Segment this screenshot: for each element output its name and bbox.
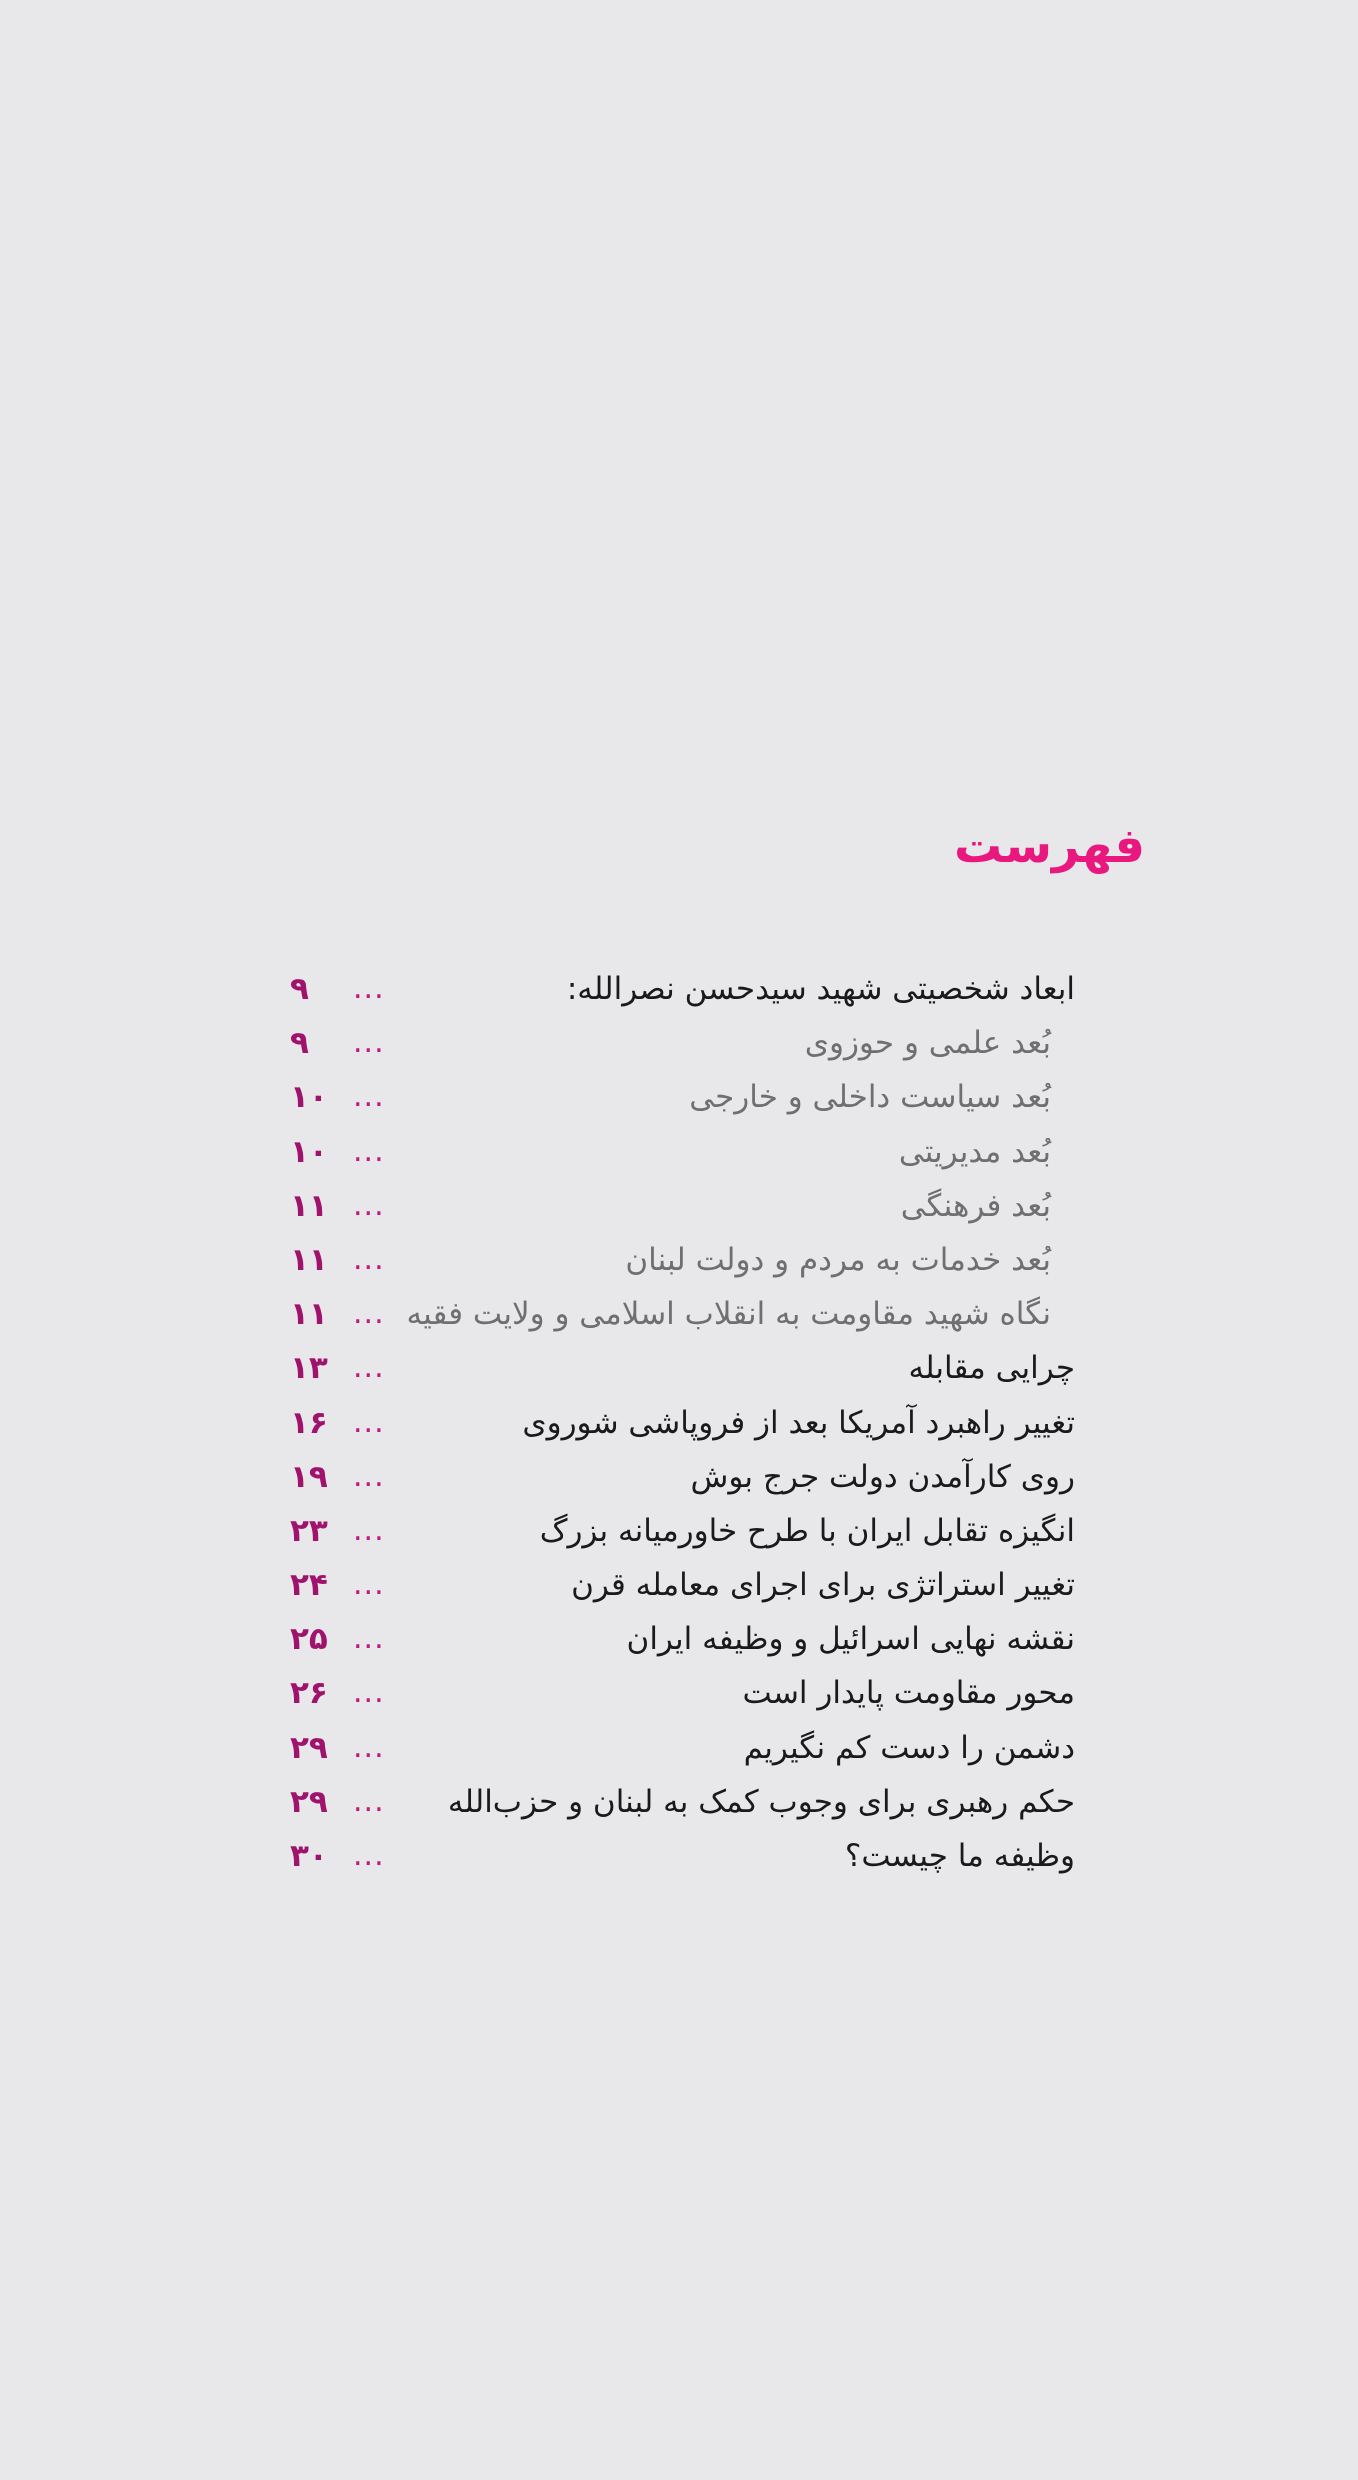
toc-subentry[interactable]: [290, 1125, 1075, 1179]
toc-subentry[interactable]: [290, 1233, 1075, 1287]
toc-entry-label: چرایی مقابله: [908, 1350, 1075, 1387]
toc-leader-dots: ...: [353, 1079, 385, 1115]
toc-page-number: ۱۰: [290, 1079, 328, 1116]
toc-leader-dots: ...: [353, 1404, 385, 1440]
toc-entry-label: روی کارآمدن دولت جرج بوش: [690, 1458, 1075, 1495]
toc-entry-label: تغییر راهبرد آمریکا بعد از فروپاشی شوروی: [522, 1404, 1075, 1441]
toc-entry[interactable]: [290, 1341, 1075, 1395]
toc-leader-dots: ...: [353, 1025, 385, 1061]
toc-page-number: ۳۰: [290, 1838, 328, 1874]
toc-leader-dots: ...: [353, 1350, 385, 1386]
toc-page-number: ۱۹: [290, 1458, 328, 1495]
toc-entry[interactable]: [290, 962, 1075, 1016]
toc-entry[interactable]: [290, 1396, 1075, 1450]
toc-leader-dots: ...: [353, 971, 385, 1006]
toc-entry-label: بُعد خدمات به مردم و دولت لبنان: [625, 1241, 1051, 1278]
toc-leader-dots: ...: [353, 1458, 385, 1494]
toc-leader-dots: ...: [353, 1783, 385, 1819]
toc-leader-dots: ...: [353, 1512, 385, 1548]
toc-entry[interactable]: [290, 1721, 1075, 1775]
toc-page-number: ۱۳: [290, 1350, 328, 1387]
toc-entry-label: وظیفه ما چیست؟: [844, 1838, 1075, 1874]
toc-page-number: ۹: [290, 1025, 309, 1062]
toc-leader-dots: ...: [353, 1729, 385, 1765]
page-title: فهرست: [954, 818, 1145, 874]
toc-leader-dots: ...: [353, 1621, 385, 1657]
toc-entry-label: محور مقاومت پایدار است: [742, 1675, 1075, 1712]
toc-page-number: ۲۶: [290, 1675, 328, 1712]
toc-subentry[interactable]: [290, 1287, 1075, 1341]
toc-entry-label: نقشه نهایی اسرائیل و وظیفه ایران: [626, 1621, 1075, 1658]
toc-list: [290, 962, 1075, 1883]
toc-entry-label: بُعد سیاست داخلی و خارجی: [689, 1079, 1051, 1116]
toc-page-number: ۹: [290, 971, 309, 1007]
toc-leader-dots: ...: [353, 1675, 385, 1711]
toc-leader-dots: ...: [353, 1838, 385, 1873]
toc-leader-dots: ...: [353, 1133, 385, 1169]
toc-leader-dots: ...: [353, 1296, 385, 1332]
toc-page-number: ۲۵: [290, 1621, 328, 1658]
toc-subentry[interactable]: [290, 1179, 1075, 1233]
toc-entry-label: بُعد مدیریتی: [898, 1133, 1051, 1170]
toc-page-number: ۲۹: [290, 1783, 328, 1820]
toc-leader-dots: ...: [353, 1187, 385, 1223]
toc-entry[interactable]: [290, 1612, 1075, 1666]
toc-entry-label: حکم رهبری برای وجوب کمک به لبنان و حزب‌الله: [447, 1783, 1075, 1820]
toc-entry[interactable]: [290, 1558, 1075, 1612]
toc-entry-label: بُعد علمی و حوزوی: [804, 1025, 1051, 1062]
toc-page-number: ۲۳: [290, 1512, 328, 1549]
toc-page-number: ۱۱: [290, 1296, 328, 1333]
toc-entry[interactable]: [290, 1666, 1075, 1720]
toc-entry[interactable]: [290, 1450, 1075, 1504]
toc-entry[interactable]: [290, 1829, 1075, 1883]
toc-page-number: ۱۶: [290, 1404, 328, 1441]
toc-entry-label: تغییر استراتژی برای اجرای معامله قرن: [571, 1567, 1075, 1604]
toc-subentry[interactable]: [290, 1070, 1075, 1124]
toc-entry-label: بُعد فرهنگی: [900, 1187, 1051, 1224]
toc-leader-dots: ...: [353, 1567, 385, 1603]
toc-entry-label: انگیزه تقابل ایران با طرح خاورمیانه بزرگ: [539, 1512, 1075, 1549]
toc-entry-label: ابعاد شخصیتی شهید سیدحسن نصرالله:: [566, 971, 1075, 1007]
toc-subentry[interactable]: [290, 1016, 1075, 1070]
toc-entry[interactable]: [290, 1775, 1075, 1829]
toc-leader-dots: ...: [353, 1241, 385, 1277]
toc-entry[interactable]: [290, 1504, 1075, 1558]
toc-entry-label: دشمن را دست کم نگیریم: [743, 1729, 1075, 1766]
toc-page-number: ۲۹: [290, 1729, 328, 1766]
toc-page-number: ۲۴: [290, 1567, 328, 1604]
toc-page-number: ۱۱: [290, 1241, 328, 1278]
toc-page-number: ۱۱: [290, 1187, 328, 1224]
toc-page-number: ۱۰: [290, 1133, 328, 1170]
toc-entry-label: نگاه شهید مقاومت به انقلاب اسلامی و ولایت فقیه: [406, 1296, 1051, 1333]
